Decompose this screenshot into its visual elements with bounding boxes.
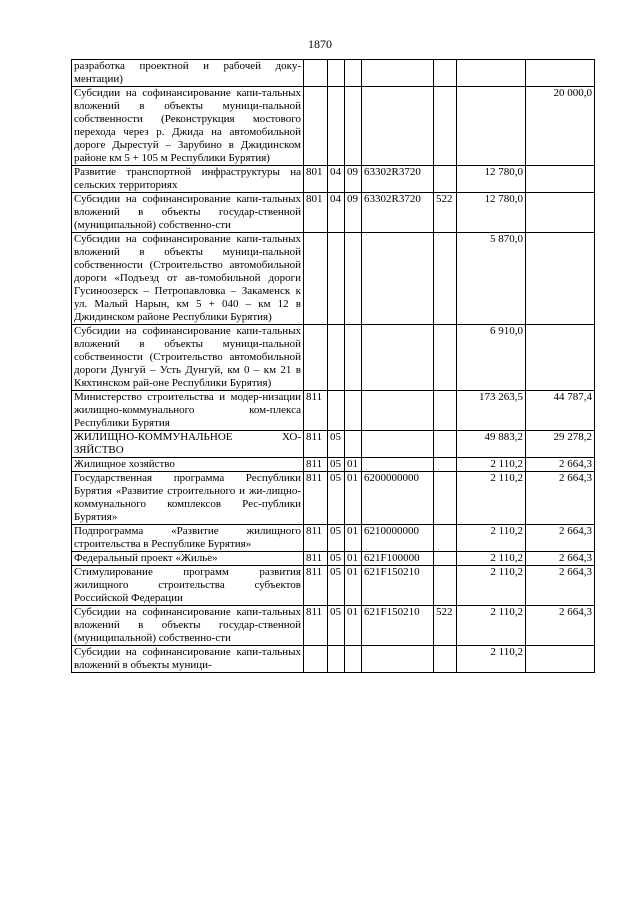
subsection-code-cell — [345, 87, 362, 166]
expense-type-code-cell — [434, 391, 457, 431]
table-row — [72, 472, 595, 525]
item-name-cell: Субсидии на софинансирование капи-тальных вложений в объекты муници- — [72, 646, 304, 673]
admin-code-cell: 811 — [304, 566, 328, 606]
item-name-cell: Подпрограмма «Развитие жилищного строительства в Республике Бурятия» — [72, 525, 304, 552]
item-name-cell: Развитие транспортной инфраструктуры на сельских территориях — [72, 166, 304, 193]
subsection-code-cell: 09 — [345, 193, 362, 233]
amount-col2-cell: 29 278,2 — [526, 431, 595, 458]
item-name-cell: ЖИЛИЩНО-КОММУНАЛЬНОЕ ХО-ЗЯЙСТВО — [72, 431, 304, 458]
amount-col2-cell: 2 664,3 — [526, 566, 595, 606]
table-row — [72, 552, 595, 566]
admin-code-cell: 811 — [304, 472, 328, 525]
amount-col1-cell: 173 263,5 — [457, 391, 526, 431]
item-name-cell: Стимулирование программ развития жилищного строительства субъектов Российской Федерации — [72, 566, 304, 606]
item-name-cell: разработка проектной и рабочей доку-ментации) — [72, 60, 304, 87]
expense-type-code-cell — [434, 552, 457, 566]
admin-code-cell: 811 — [304, 525, 328, 552]
amount-col2-cell: 2 664,3 — [526, 472, 595, 525]
amount-col2-cell: 2 664,3 — [526, 552, 595, 566]
admin-code-cell: 811 — [304, 552, 328, 566]
item-name-cell: Субсидии на софинансирование капи-тальных вложений в объекты государ-ственной (муниципальной) собственно-сти — [72, 606, 304, 646]
expense-type-code-cell — [434, 166, 457, 193]
amount-col2-cell — [526, 166, 595, 193]
table-row — [72, 431, 595, 458]
target-item-code-cell: 6210000000 — [362, 525, 434, 552]
amount-col1-cell: 6 910,0 — [457, 325, 526, 391]
item-name-cell: Жилищное хозяйство — [72, 458, 304, 472]
subsection-code-cell — [345, 233, 362, 325]
table-row — [72, 566, 595, 606]
amount-col2-cell: 20 000,0 — [526, 87, 595, 166]
expense-type-code-cell — [434, 525, 457, 552]
admin-code-cell: 801 — [304, 193, 328, 233]
amount-col1-cell: 12 780,0 — [457, 193, 526, 233]
target-item-code-cell: 621F150210 — [362, 606, 434, 646]
table-row — [72, 87, 595, 166]
amount-col1-cell: 5 870,0 — [457, 233, 526, 325]
expense-type-code-cell — [434, 233, 457, 325]
expense-type-code-cell — [434, 60, 457, 87]
amount-col1-cell: 2 110,2 — [457, 472, 526, 525]
subsection-code-cell: 01 — [345, 566, 362, 606]
table-row — [72, 60, 595, 87]
item-name-cell: Субсидии на софинансирование капи-тальных вложений в объекты муници-пальной собственности (Строительство автомобильной дороги «Подъезд от ав-томобильной дороги Гусиноозерск – Петропавловка – Закаменск к ул. Малый Нарын, км 5 + 040 – км 12 в Джидинском районе Республики Бурятия) — [72, 233, 304, 325]
amount-col2-cell: 2 664,3 — [526, 525, 595, 552]
budget-table — [71, 59, 595, 673]
amount-col2-cell: 44 787,4 — [526, 391, 595, 431]
subsection-code-cell — [345, 60, 362, 87]
section-code-cell — [328, 87, 345, 166]
expense-type-code-cell — [434, 87, 457, 166]
admin-code-cell: 801 — [304, 166, 328, 193]
amount-col2-cell — [526, 60, 595, 87]
subsection-code-cell: 09 — [345, 166, 362, 193]
section-code-cell: 05 — [328, 566, 345, 606]
amount-col2-cell — [526, 325, 595, 391]
page-number: 1870 — [308, 37, 332, 51]
section-code-cell: 05 — [328, 431, 345, 458]
section-code-cell — [328, 391, 345, 431]
target-item-code-cell — [362, 233, 434, 325]
expense-type-code-cell: 522 — [434, 193, 457, 233]
amount-col2-cell: 2 664,3 — [526, 606, 595, 646]
item-name-cell: Федеральный проект «Жилье» — [72, 552, 304, 566]
table-row — [72, 606, 595, 646]
amount-col1-cell: 2 110,2 — [457, 566, 526, 606]
table-row — [72, 233, 595, 325]
target-item-code-cell: 621F100000 — [362, 552, 434, 566]
expense-type-code-cell — [434, 325, 457, 391]
item-name-cell: Государственная программа Республики Бурятия «Развитие строительного и жи-лищно-коммунального комплексов Рес-публики Бурятия» — [72, 472, 304, 525]
expense-type-code-cell: 522 — [434, 606, 457, 646]
target-item-code-cell — [362, 431, 434, 458]
section-code-cell: 04 — [328, 166, 345, 193]
target-item-code-cell — [362, 325, 434, 391]
section-code-cell: 05 — [328, 458, 345, 472]
subsection-code-cell — [345, 325, 362, 391]
target-item-code-cell — [362, 646, 434, 673]
target-item-code-cell — [362, 391, 434, 431]
expense-type-code-cell — [434, 566, 457, 606]
subsection-code-cell — [345, 646, 362, 673]
section-code-cell: 05 — [328, 606, 345, 646]
section-code-cell: 04 — [328, 193, 345, 233]
budget-table-body — [72, 60, 595, 673]
item-name-cell: Министерство строительства и модер-низации жилищно-коммунального ком-плекса Республики Бурятия — [72, 391, 304, 431]
admin-code-cell: 811 — [304, 431, 328, 458]
amount-col1-cell: 2 110,2 — [457, 646, 526, 673]
expense-type-code-cell — [434, 431, 457, 458]
amount-col1-cell: 12 780,0 — [457, 166, 526, 193]
subsection-code-cell — [345, 391, 362, 431]
admin-code-cell — [304, 87, 328, 166]
amount-col1-cell: 2 110,2 — [457, 458, 526, 472]
target-item-code-cell: 6200000000 — [362, 472, 434, 525]
amount-col2-cell — [526, 233, 595, 325]
target-item-code-cell — [362, 60, 434, 87]
amount-col1-cell: 2 110,2 — [457, 552, 526, 566]
section-code-cell: 05 — [328, 472, 345, 525]
subsection-code-cell: 01 — [345, 525, 362, 552]
section-code-cell — [328, 60, 345, 87]
expense-type-code-cell — [434, 646, 457, 673]
target-item-code-cell: 63302R3720 — [362, 166, 434, 193]
amount-col1-cell: 49 883,2 — [457, 431, 526, 458]
target-item-code-cell: 621F150210 — [362, 566, 434, 606]
expense-type-code-cell — [434, 472, 457, 525]
admin-code-cell: 811 — [304, 391, 328, 431]
table-row — [72, 646, 595, 673]
amount-col1-cell: 2 110,2 — [457, 525, 526, 552]
table-row — [72, 525, 595, 552]
amount-col2-cell: 2 664,3 — [526, 458, 595, 472]
admin-code-cell — [304, 233, 328, 325]
admin-code-cell — [304, 646, 328, 673]
target-item-code-cell: 63302R3720 — [362, 193, 434, 233]
target-item-code-cell — [362, 458, 434, 472]
target-item-code-cell — [362, 87, 434, 166]
admin-code-cell — [304, 60, 328, 87]
subsection-code-cell: 01 — [345, 458, 362, 472]
table-row — [72, 166, 595, 193]
item-name-cell: Субсидии на софинансирование капи-тальных вложений в объекты государ-ственной (муниципальной) собственно-сти — [72, 193, 304, 233]
amount-col2-cell — [526, 646, 595, 673]
subsection-code-cell: 01 — [345, 552, 362, 566]
amount-col2-cell — [526, 193, 595, 233]
section-code-cell — [328, 325, 345, 391]
amount-col1-cell — [457, 60, 526, 87]
section-code-cell — [328, 646, 345, 673]
admin-code-cell — [304, 325, 328, 391]
item-name-cell: Субсидии на софинансирование капи-тальных вложений в объекты муници-пальной собственности (Реконструкция мостового перехода через р. Джида на автомобильной дороге Дырестуй – Зарубино в Джидинском районе км 5 + 105 м Республики Бурятия) — [72, 87, 304, 166]
admin-code-cell: 811 — [304, 606, 328, 646]
subsection-code-cell — [345, 431, 362, 458]
table-row — [72, 458, 595, 472]
table-row — [72, 193, 595, 233]
section-code-cell — [328, 233, 345, 325]
subsection-code-cell: 01 — [345, 606, 362, 646]
amount-col1-cell — [457, 87, 526, 166]
section-code-cell: 05 — [328, 552, 345, 566]
table-row — [72, 391, 595, 431]
section-code-cell: 05 — [328, 525, 345, 552]
expense-type-code-cell — [434, 458, 457, 472]
subsection-code-cell: 01 — [345, 472, 362, 525]
table-row — [72, 325, 595, 391]
item-name-cell: Субсидии на софинансирование капи-тальных вложений в объекты муници-пальной собственности (Строительство автомобильной дороги Дунгуй – Усть Дунгуй, км 0 – км 21 в Кяхтинском рай-оне Республики Бурятия) — [72, 325, 304, 391]
admin-code-cell: 811 — [304, 458, 328, 472]
amount-col1-cell: 2 110,2 — [457, 606, 526, 646]
